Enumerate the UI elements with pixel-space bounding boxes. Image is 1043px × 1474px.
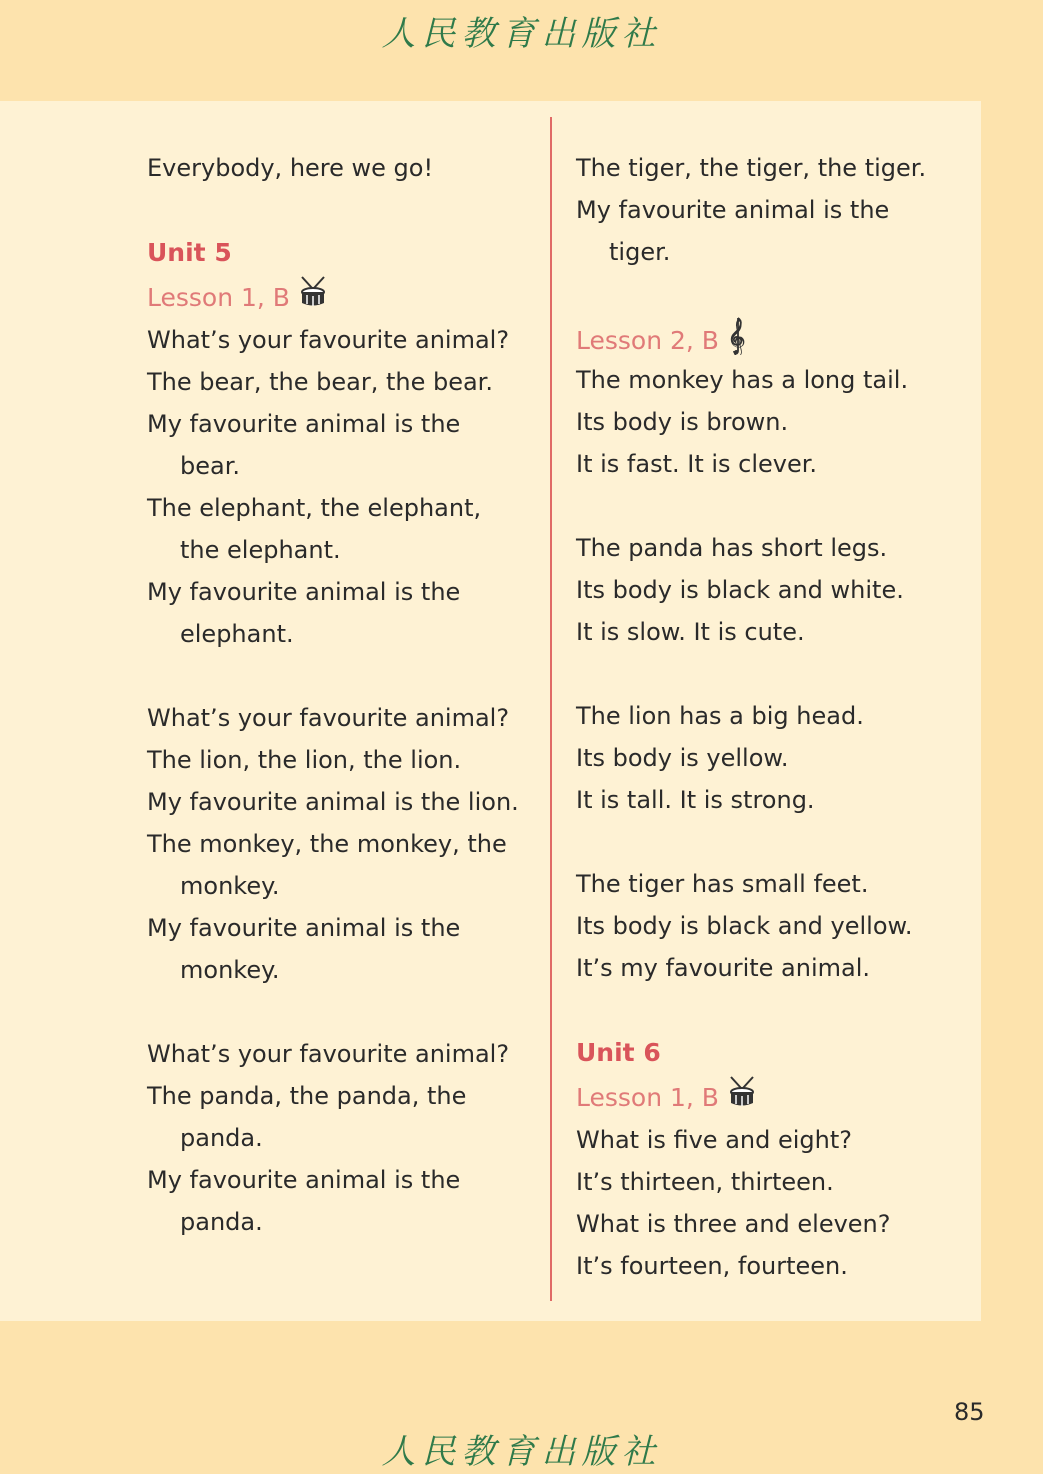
lyric-line: My favourite animal is the: [147, 410, 461, 438]
lyric-line: The tiger has small feet.: [576, 870, 869, 898]
lyric-line: [576, 821, 976, 863]
lyric-line: [576, 485, 976, 527]
lyric-line: bear.: [180, 452, 240, 480]
lesson-label: Lesson 2, B: [576, 326, 719, 355]
lyric-line: My favourite animal is the: [576, 196, 890, 224]
lyric-line: panda.: [180, 1124, 263, 1152]
drum-icon: [298, 275, 328, 323]
lyric-line: It’s fourteen, fourteen.: [576, 1252, 848, 1280]
lyric-line: The monkey has a long tail.: [576, 366, 909, 394]
lyric-line: What is five and eight?: [576, 1126, 853, 1154]
lesson-label: Lesson 1, B: [576, 1083, 719, 1112]
lyric-line: It is fast. It is clever.: [576, 450, 818, 478]
lyric-line: The lion, the lion, the lion.: [147, 746, 462, 774]
lesson-lines: [147, 319, 542, 1243]
lesson-label: Lesson 1, B: [147, 283, 290, 312]
lyric-line: What’s your favourite animal?: [147, 1040, 510, 1068]
svg-text:𝄞: 𝄞: [726, 317, 746, 355]
lyric-line: Its body is yellow.: [576, 744, 789, 772]
unit-heading: Unit 5: [147, 238, 232, 267]
lesson-lines: [576, 359, 976, 989]
lyric-line: It is slow. It is cute.: [576, 618, 805, 646]
lyric-line: It’s my favourite animal.: [576, 954, 871, 982]
lyric-line: Its body is black and white.: [576, 576, 904, 604]
page-number: 85: [954, 1398, 985, 1426]
lyric-line: My favourite animal is the: [147, 1166, 461, 1194]
lyric-line: panda.: [180, 1208, 263, 1236]
lyric-line: The bear, the bear, the bear.: [147, 368, 493, 396]
lesson-heading: [576, 1075, 976, 1119]
lyric-line: The panda has short legs.: [576, 534, 888, 562]
lyric-line: The panda, the panda, the: [147, 1082, 467, 1110]
lyric-line: the elephant.: [180, 536, 341, 564]
column-divider: [550, 117, 552, 1301]
lyric-line: My favourite animal is the lion.: [147, 788, 519, 816]
lyric-line: The monkey, the monkey, the: [147, 830, 507, 858]
lyric-line: My favourite animal is the: [147, 578, 461, 606]
lyric-line: My favourite animal is the: [147, 914, 461, 942]
lyric-line: [147, 991, 542, 1033]
intro-line: Everybody, here we go!: [147, 154, 434, 182]
lesson-lines: [576, 1119, 976, 1287]
drum-icon: [727, 1075, 757, 1123]
left-column: [147, 147, 542, 1243]
lyric-line: [147, 655, 542, 697]
lesson-heading: [147, 275, 542, 319]
publisher-logo: 人民教育出版社: [381, 1432, 662, 1472]
lyric-line: The lion has a big head.: [576, 702, 864, 730]
lyric-line: What is three and eleven?: [576, 1210, 891, 1238]
right-column: [576, 147, 976, 1287]
lesson-heading: [576, 315, 976, 359]
lyric-line: Its body is black and yellow.: [576, 912, 913, 940]
unit-heading: Unit 6: [576, 1038, 661, 1067]
publisher-logo: 人民教育出版社: [381, 14, 662, 54]
lyric-line: tiger.: [609, 238, 671, 266]
lyric-line: What’s your favourite animal?: [147, 326, 510, 354]
lyric-line: It’s thirteen, thirteen.: [576, 1168, 834, 1196]
lyric-line: It is tall. It is strong.: [576, 786, 815, 814]
lyric-line: The elephant, the elephant,: [147, 494, 482, 522]
lyric-line: The tiger, the tiger, the tiger.: [576, 154, 927, 182]
lyric-line: [576, 653, 976, 695]
lyric-line: elephant.: [180, 620, 294, 648]
lyric-line: What’s your favourite animal?: [147, 704, 510, 732]
lyric-line: monkey.: [180, 956, 280, 984]
lyric-line: monkey.: [180, 872, 280, 900]
lyric-line: Its body is brown.: [576, 408, 789, 436]
